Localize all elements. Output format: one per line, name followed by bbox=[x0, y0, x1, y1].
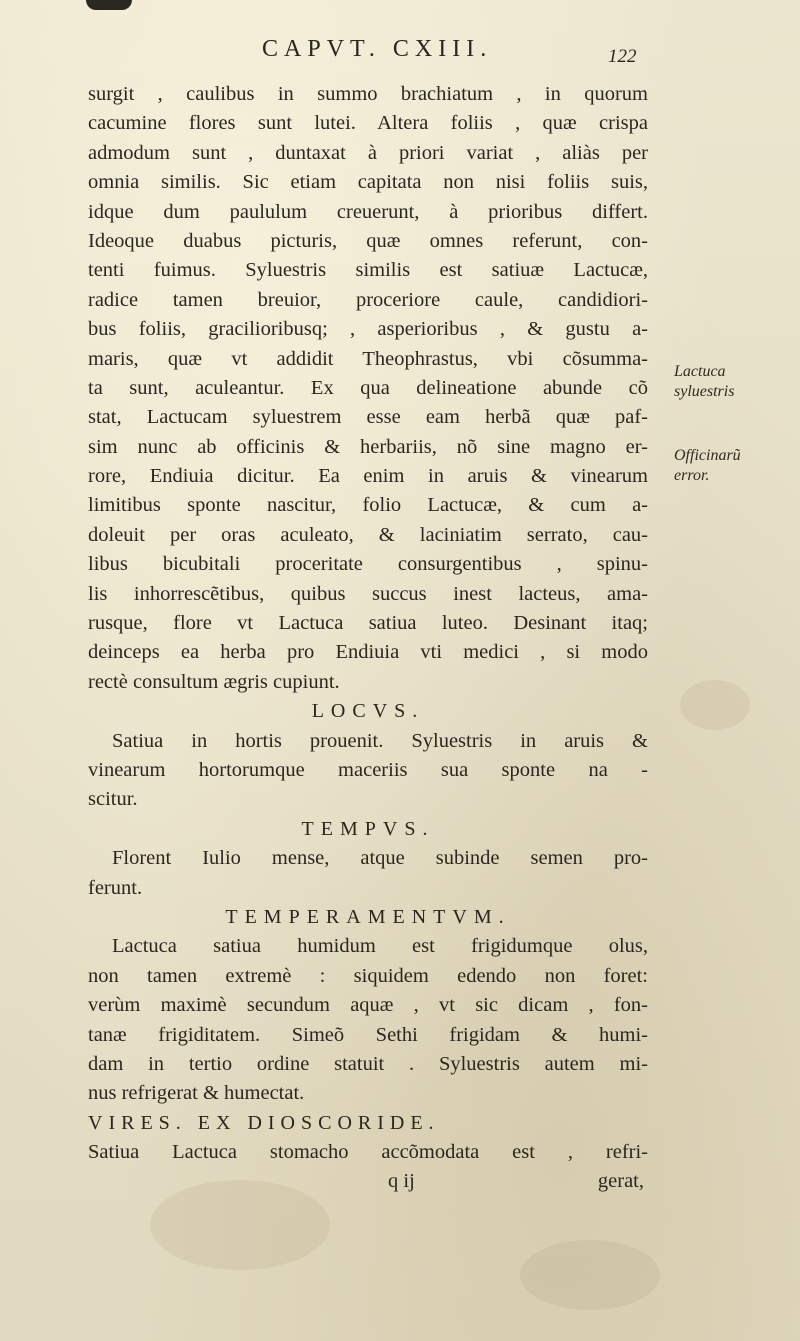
section-heading-vires: VIRES. EX DIOSCORIDE. bbox=[88, 1111, 440, 1134]
section-heading-temperamentum: TEMPERAMENTVM. bbox=[225, 905, 511, 928]
text-line: radice tamen breuior, proceriore caule, candidiori- bbox=[88, 288, 648, 311]
section-heading-tempus: TEMPVS. bbox=[301, 817, 435, 840]
text-line: maris, quæ vt addidit Theophrastus, vbi cõsumma- bbox=[88, 347, 648, 370]
paper-stain bbox=[520, 1240, 660, 1310]
paper-stain bbox=[680, 680, 750, 730]
text-line: verùm maximè secundum aquæ , vt sic dicam , fon- bbox=[88, 994, 648, 1017]
main-text bbox=[88, 80, 648, 1197]
text-line: Satiua in hortis prouenit. Syluestris in aruis & bbox=[112, 729, 648, 752]
text-line: rectè consultum ægris cupiunt. bbox=[88, 670, 340, 693]
page-header bbox=[0, 36, 800, 72]
text-line: scitur. bbox=[88, 788, 138, 811]
text-line: cacumine flores sunt lutei. Altera foliis , quæ crispa bbox=[88, 112, 648, 135]
text-line: admodum sunt , duntaxat à priori variat , aliàs per bbox=[88, 141, 648, 164]
text-line: nus refrigerat & humectat. bbox=[88, 1082, 305, 1105]
text-line: limitibus sponte nascitur, folio Lactucæ, & cum a- bbox=[88, 494, 648, 517]
text-line: rore, Endiuia dicitur. Ea enim in aruis & vinearum bbox=[88, 465, 648, 488]
section-heading-locus: LOCVS. bbox=[311, 700, 425, 723]
text-line: deinceps ea herba pro Endiuia vti medici , si modo bbox=[88, 641, 648, 664]
folio-number: 122 bbox=[608, 46, 637, 67]
text-line: bus foliis, gracilioribusq; , asperioribus , & gustu a- bbox=[88, 318, 648, 341]
text-line: rusque, flore vt Lactuca satiua luteo. Desinant itaq; bbox=[88, 612, 648, 635]
catchword: gerat, bbox=[597, 1170, 644, 1193]
text-line: surgit , caulibus in summo brachiatum , in quorum bbox=[88, 83, 648, 105]
text-line: lis inhorrescẽtibus, quibus succus inest lacteus, ama- bbox=[88, 582, 648, 605]
margin-note-line: error. bbox=[674, 467, 710, 484]
text-line: omnia similis. Sic etiam capitata non nisi foliis suis, bbox=[88, 171, 648, 194]
text-line: ferunt. bbox=[88, 876, 143, 899]
margin-note-line: syluestris bbox=[674, 383, 735, 400]
text-line: tanæ frigiditatem. Simeõ Sethi frigidam & humi- bbox=[88, 1023, 648, 1046]
text-line: non tamen extremè : siquidem edendo non foret: bbox=[88, 964, 648, 987]
text-line: idque dum paululum creuerunt, à prioribus differt. bbox=[88, 200, 648, 223]
margin-note-line: Lactuca bbox=[674, 363, 726, 380]
text-line: tenti fuimus. Syluestris similis est satiuæ Lactucæ, bbox=[88, 259, 648, 282]
text-line: vinearum hortorumque maceriis sua sponte na - bbox=[88, 758, 648, 781]
text-line: Florent Iulio mense, atque subinde semen pro- bbox=[112, 847, 648, 870]
signature-line bbox=[88, 1167, 648, 1196]
text-line: Satiua Lactuca stomacho accõmodata est , refri- bbox=[88, 1141, 648, 1164]
text-line: libus bicubitali proceritate consurgentibus , spinu- bbox=[88, 553, 648, 576]
margin-note-line: Officinarũ bbox=[674, 447, 741, 464]
text-line: doleuit per oras aculeato, & laciniatim serrato, cau- bbox=[88, 523, 648, 546]
text-line: stat, Lactucam syluestrem esse eam herbã quæ paf- bbox=[88, 406, 648, 429]
ink-blot bbox=[86, 0, 132, 10]
running-head: CAPVT. CXIII. bbox=[262, 36, 493, 62]
paper-stain bbox=[150, 1180, 330, 1270]
text-line: Ideoque duabus picturis, quæ omnes referunt, con- bbox=[88, 229, 648, 252]
text-line: sim nunc ab officinis & herbariis, nõ sine magno er- bbox=[88, 435, 648, 458]
margin-note-error bbox=[674, 446, 741, 486]
text-line: dam in tertio ordine statuit . Syluestris autem mi- bbox=[88, 1052, 648, 1075]
margin-note-lactuca bbox=[674, 362, 734, 402]
signature-mark: q ij bbox=[388, 1170, 415, 1193]
text-line: Lactuca satiua humidum est frigidumque olus, bbox=[112, 935, 648, 958]
text-line: ta sunt, aculeantur. Ex qua delineatione abunde cõ bbox=[88, 376, 648, 399]
